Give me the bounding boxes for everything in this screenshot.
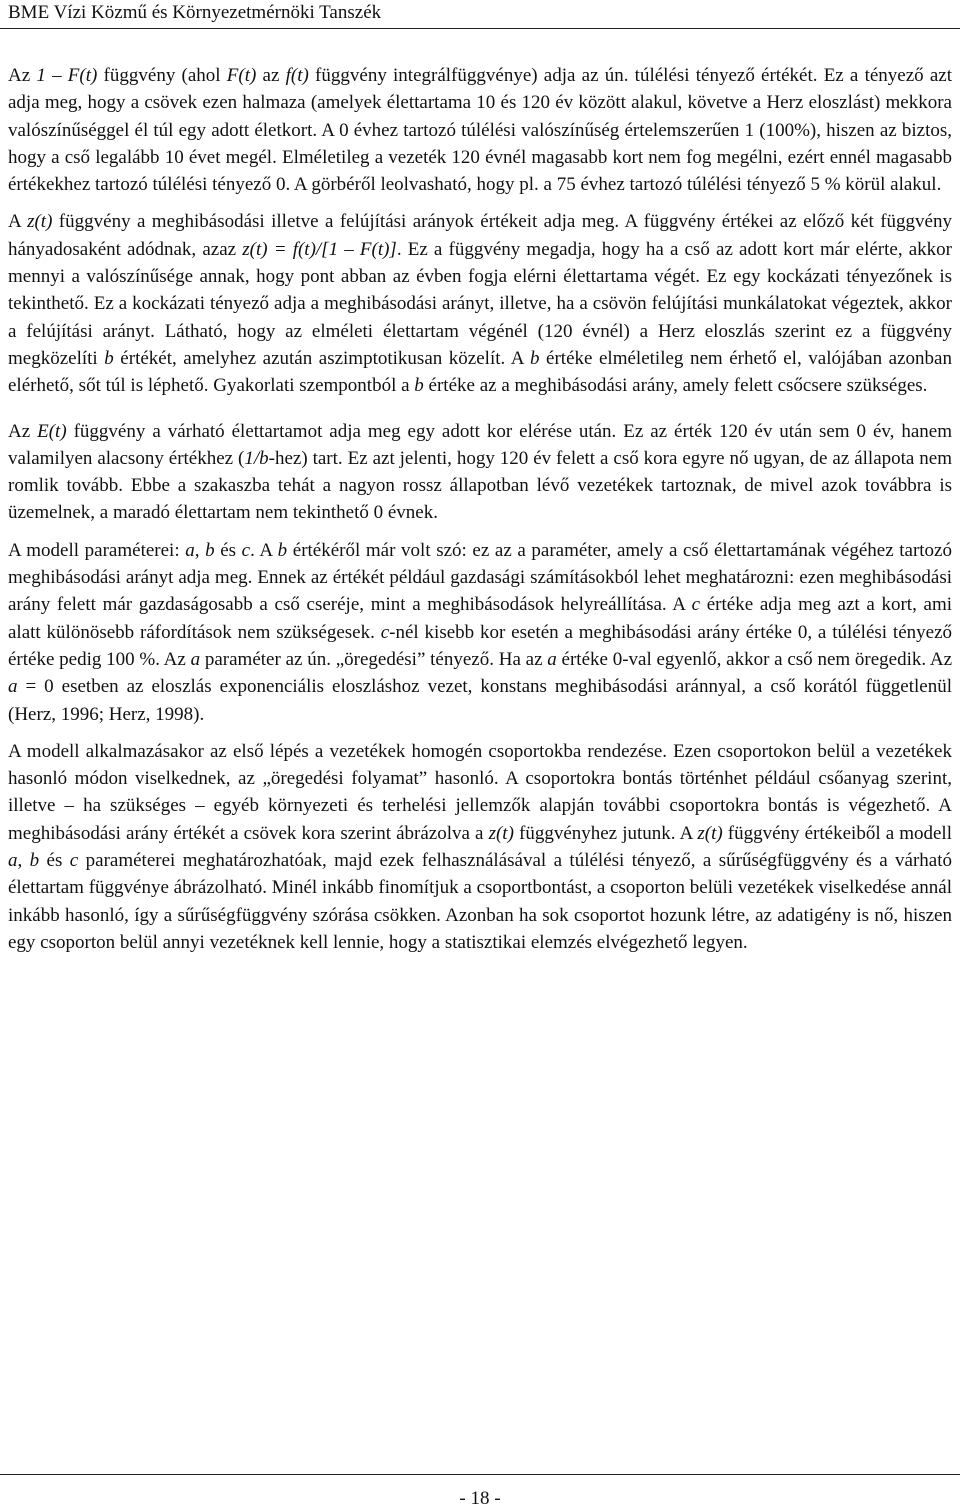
italic-term: c <box>69 850 79 872</box>
text-run: és <box>39 850 70 872</box>
header-divider <box>0 28 960 29</box>
italic-term: f(t) <box>285 65 309 86</box>
paragraph-survival-factor <box>8 62 952 198</box>
italic-term: b <box>29 850 40 872</box>
text-run: értéke elméletileg nem érhető el, valójában azonban elérhető, sőt túl is léphető. Gyakorlati szempontból a <box>8 347 952 397</box>
footer-divider <box>0 1474 960 1475</box>
running-header <box>0 0 960 26</box>
text-run: A <box>8 211 28 233</box>
text-run: értéke az a meghibásodási arány, amely felett csőcsere szükséges. <box>423 375 928 397</box>
italic-term: F(t) <box>226 65 257 86</box>
text-run: értéke 0-val egyenlő, akkor a cső nem öregedik. Az <box>556 648 952 670</box>
italic-term: z(t) = f(t)/[1 – F(t)] <box>242 238 397 260</box>
text-run: = 0 esetben az eloszlás exponenciális eloszláshoz vezet, konstans meghibásodási aránnyal, a cső korától függetlenül (Herz, 1996; Herz, 1998). <box>8 676 952 725</box>
italic-term: a <box>8 850 18 872</box>
text-run: A modell paraméterei: <box>8 539 186 561</box>
text-run: . Ez a függvény megadja, hogy ha a cső az adott kort már elérte, akkor mennyi a valószínűsége annak, hogy pont abban az évben fogja elérni élettartama végét. Ez egy kockázati tényezőnek is tekinthető. Ez a kockázati tényező adja a meghibásodási arányt, illetve, ha a csövön felújítási munkálatokat végeztek, akkor a felújítási arányt. Látható, hogy az elméleti élettartam végénél (120 évnél) a Herz eloszlás szerint ez a függvény megközelíti <box>8 238 952 369</box>
italic-term: 1 – F(t) <box>36 65 98 86</box>
paragraph-z-function <box>8 208 952 399</box>
text-run: függvény (ahol <box>97 65 227 86</box>
paragraph-model-parameters <box>8 537 952 728</box>
text-run: függvényhez jutunk. A <box>513 822 698 844</box>
text-run: függvény értékeiből a modell <box>722 822 952 844</box>
italic-term: a <box>190 648 201 670</box>
italic-term: z(t) <box>697 822 723 844</box>
text-run: -hez) tart. Ez azt jelenti, hogy 120 év felett a cső kora egyre nő ugyan, de az állapota nem romlik tovább. Ebbe a szakaszba tehát a nagyon rossz állapotban lévő vezetékek tartoznak, de mivel azok továbbra is üzemelnek, a maradó élettartam nem tekinthető 0 évnek. <box>8 447 952 524</box>
text-run: Az <box>8 65 37 86</box>
text-run: függvény a meghibásodási illetve a felújítási arányok értékeit adja meg. A függvény értékei az előző két függvény hányadosaként adódnak, azaz <box>8 211 952 260</box>
text-run: Az <box>8 420 38 442</box>
italic-term: a <box>547 648 557 670</box>
italic-term: b <box>205 539 215 561</box>
italic-term: E(t) <box>37 420 67 442</box>
text-run: az <box>256 65 286 86</box>
department-title: BME Vízi Közmű és Környezetmérnöki Tanszék <box>8 2 382 23</box>
italic-term: z(t) <box>27 211 53 233</box>
italic-term: a <box>8 676 18 698</box>
text-run: paraméter az ún. „öregedési” tényező. Ha az <box>200 648 548 670</box>
paragraph-e-function <box>8 418 952 527</box>
text-run: értéke adja meg azt a kort, ami alatt különösebb ráfordítások nem szükségesek. <box>8 594 952 643</box>
italic-term: b <box>529 347 540 369</box>
text-run: értékét, amelyhez azután aszimptotikusan közelít. A <box>113 347 530 369</box>
document-body <box>8 62 952 966</box>
text-run: értékéről már volt szó: ez az a paraméter, amely a cső élettartamának végéhez tartozó meghibásodási arányt adja meg. Ennek az értékét például gazdasági számításokból lehet meghatározni: ezen meghibásodási arány felett már gazdaságosabb a cső cseréje, mint a meghibásodások helyreállítása. A <box>8 539 952 616</box>
text-run: paraméterei meghatározhatóak, majd ezek felhasználásával a túlélési tényező, a sűrűségfüggvény és a várható élettartam függvénye ábrázolható. Minél inkább finomítjuk a csoportbontást, a csoporton belüli vezetékek viselkedése annál inkább hasonló, így a sűrűségfüggvény szórása csökken. Azonban ha sok csoportot hozunk létre, az adatigény is nő, hiszen egy csoporton belül annyi vezetéknek kell lennie, hogy a statisztikai elemzés elvégezhető legyen. <box>8 850 953 953</box>
paragraph-model-application <box>8 738 952 956</box>
text-run: , <box>17 850 30 872</box>
text-run: és <box>214 539 242 561</box>
italic-term: z(t) <box>488 822 514 844</box>
italic-term: c <box>380 621 390 643</box>
text-run: függvény a várható élettartamot adja meg egy adott kor elérése után. Ez az érték 120 év után sem 0 év, hanem valamilyen alacsony értékhez ( <box>8 420 952 469</box>
italic-term: 1/b <box>244 447 269 469</box>
italic-term: a <box>185 539 195 561</box>
text-run: , <box>194 539 206 561</box>
italic-term: c <box>691 594 701 616</box>
text-run: függvény integrálfüggvénye) adja az ún. túlélési tényező értékét. Ez a tényező azt adja meg, hogy a csövek ezen halmaza (amelyek élettartama 10 és 120 év között alakul, követve a Herz eloszlást) mekkora valószínűséggel él túl egy adott életkort. A 0 évhez tartozó túlélési valószínűség értelemszerűen 1 (100%), hiszen az biztos, hogy a cső legalább 10 évet megél. Elméletileg a vezeték 120 évnél magasabb kort nem fog megélni, ezért ennél magasabb értékekhez tartozó túlélési tényező 0. A görbéről leolvasható, hogy pl. a 75 évhez tartozó túlélési tényező 5 % körül alakul. <box>8 65 953 196</box>
italic-term: b <box>277 539 288 561</box>
italic-term: b <box>414 375 424 397</box>
page-number: - 18 - <box>459 1488 501 1509</box>
italic-term: b <box>104 347 114 369</box>
text-run: A modell alkalmazásakor az első lépés a vezetékek homogén csoportokba rendezése. Ezen csoportokon belül a vezetékek hasonló módon viselkednek, az „öregedési folyamat” hasonló. A csoportokra bontás történhet például csőanyag szerint, illetve – ha szükséges – egyéb környezeti és terhelési jellemzők alapján további csoportokra bontás is végezhető. A meghibásodási arány értékét a csövek kora szerint ábrázolva a <box>8 740 952 844</box>
italic-term: c <box>241 539 251 561</box>
text-run: . A <box>250 539 278 561</box>
text-run: -nél kisebb kor esetén a meghibásodási arány értéke 0, a túlélési tényező értéke pedig 100 %. Az <box>8 621 952 670</box>
